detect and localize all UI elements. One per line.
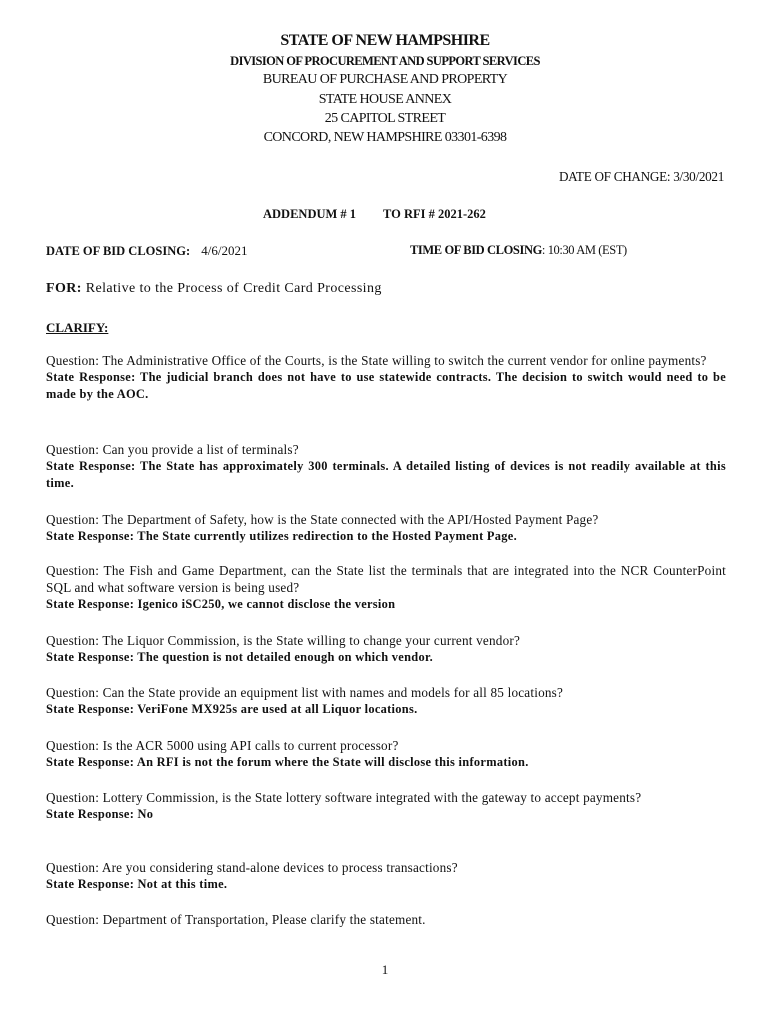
bid-closing-date-label: DATE OF BID CLOSING:	[46, 244, 191, 258]
header-street: 25 CAPITOL STREET	[324, 111, 446, 126]
state-response: State Response: The question is not detailed enough on which vendor.	[46, 650, 434, 664]
qa-item-9	[46, 859, 726, 893]
state-response: State Response: The judicial branch does not have to use statewide contracts. The decision to switch would need to be made by the AOC.	[46, 370, 726, 401]
question-text: Question: The Liquor Commission, is the State willing to change your current vendor?	[46, 633, 521, 648]
date-of-change: DATE OF CHANGE: 3/30/2021	[558, 169, 724, 184]
for-label: FOR:	[46, 281, 82, 296]
qa-item-3	[46, 511, 726, 545]
rfi-number: TO RFI # 2021-262	[383, 207, 486, 221]
question-text: Question: Can you provide a list of terminals?	[46, 442, 299, 457]
question-text: Question: Can the State provide an equipment list with names and models for all 85 locations?	[46, 685, 564, 700]
bid-closing-time-value: : 10:30 AM (EST)	[541, 243, 627, 257]
state-response: State Response: An RFI is not the forum where the State will disclose this information.	[46, 755, 529, 769]
qa-item-6	[46, 684, 726, 718]
question-text: Question: Department of Transportation, Please clarify the statement.	[46, 912, 426, 927]
qa-item-2	[46, 441, 726, 492]
for-line	[46, 281, 382, 297]
state-response: State Response: The State currently utilizes redirection to the Hosted Payment Page.	[46, 529, 517, 543]
for-text: Relative to the Process of Credit Card Processing	[81, 281, 382, 296]
qa-item-1	[46, 352, 726, 403]
qa-item-5	[46, 632, 726, 666]
bid-closing-date	[46, 243, 247, 259]
bid-closing-date-value: 4/6/2021	[201, 243, 248, 258]
question-text: Question: Are you considering stand-alone devices to process transactions?	[46, 860, 458, 875]
qa-item-10	[46, 911, 726, 928]
question-text: Question: The Administrative Office of the Courts, is the State willing to switch the current vendor for online payments?	[46, 353, 707, 368]
state-response: State Response: VeriFone MX925s are used at all Liquor locations.	[46, 702, 418, 716]
state-response: State Response: Not at this time.	[46, 877, 228, 891]
header-annex: STATE HOUSE ANNEX	[318, 92, 452, 107]
qa-item-8	[46, 789, 726, 823]
clarify-heading: CLARIFY:	[46, 320, 109, 335]
header-division: DIVISION OF PROCUREMENT AND SUPPORT SERVICES	[230, 54, 540, 68]
question-text: Question: The Department of Safety, how is the State connected with the API/Hosted Payment Page?	[46, 512, 599, 527]
qa-item-7	[46, 737, 726, 771]
question-text: Question: Lottery Commission, is the State lottery software integrated with the gateway to accept payments?	[46, 790, 642, 805]
question-text: Question: The Fish and Game Department, can the State list the terminals that are integrated into the NCR CounterPoint SQL and what software version is being used?	[46, 563, 726, 595]
state-response: State Response: Igenico iSC250, we cannot disclose the version	[46, 597, 396, 611]
qa-item-4	[46, 562, 726, 613]
addendum-number: ADDENDUM # 1	[263, 207, 357, 221]
state-response: State Response: The State has approximately 300 terminals. A detailed listing of devices is not readily available at this time.	[46, 459, 726, 490]
header-title: STATE OF NEW HAMPSHIRE	[280, 32, 490, 49]
header-city: CONCORD, NEW HAMPSHIRE 03301-6398	[263, 130, 507, 145]
header-bureau: BUREAU OF PURCHASE AND PROPERTY	[262, 72, 508, 87]
bid-closing-time	[410, 243, 627, 258]
page-number: 1	[381, 962, 389, 977]
bid-closing-time-label: TIME OF BID CLOSING	[410, 243, 542, 257]
state-response: State Response: No	[46, 807, 154, 821]
question-text: Question: Is the ACR 5000 using API calls to current processor?	[46, 738, 399, 753]
